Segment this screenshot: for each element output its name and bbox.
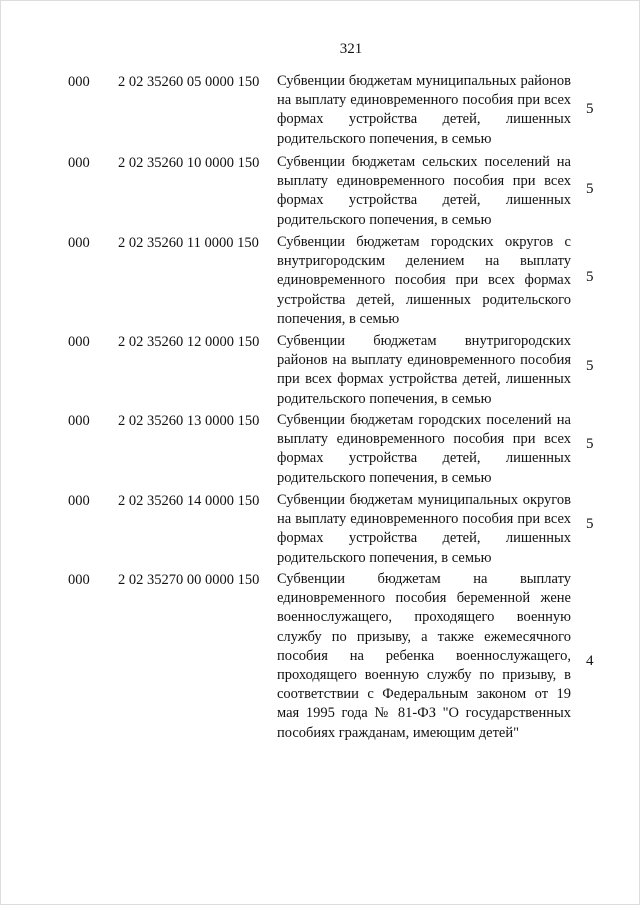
budget-code: 2 02 35260 14 0000 150: [118, 493, 260, 509]
income-name: Субвенции бюджетам городских округов с внутригородским делением на выплату единовременного пособия при всех формах устройства детей, лишенных родительского попечения, в семью: [277, 234, 571, 327]
value-cell: 5: [586, 436, 594, 452]
income-name: Субвенции бюджетам муниципальных округов на выплату единовременного пособия при всех формах устройства детей, лишенных родительского попечения, в семью: [277, 492, 571, 566]
income-name: Субвенции бюджетам муниципальных районов на выплату единовременного пособия при всех формах устройства детей, лишенных родительского попечения, в семью: [277, 73, 571, 147]
value-cell: 4: [586, 653, 594, 669]
budget-code: 2 02 35260 13 0000 150: [118, 413, 260, 429]
income-name: Субвенции бюджетам на выплату единовременного пособия беременной жене военнослужащего, проходящего военную службу по призыву, а также ежемесячного пособия на ребенка военнослужащего, проходящего военную службу по призыву, в соответствии с Федеральным законом от 19 мая 1995 года № 81-ФЗ "О государственных пособиях гражданам, имеющим детей": [277, 571, 571, 741]
value-cell: 5: [586, 358, 594, 374]
admin-code: 000: [68, 493, 90, 509]
admin-code: 000: [68, 334, 90, 350]
admin-code: 000: [68, 235, 90, 251]
budget-code: 2 02 35270 00 0000 150: [118, 572, 260, 588]
value-cell: 5: [586, 516, 594, 532]
admin-code: 000: [68, 74, 90, 90]
budget-code: 2 02 35260 10 0000 150: [118, 155, 260, 171]
admin-code: 000: [68, 155, 90, 171]
income-name: Субвенции бюджетам сельских поселений на выплату единовременного пособия при всех формах устройства детей, лишенных родительского попечения, в семью: [277, 154, 571, 228]
budget-code: 2 02 35260 11 0000 150: [118, 235, 259, 251]
admin-code: 000: [68, 413, 90, 429]
page-number: 321: [339, 41, 363, 57]
value-cell: 5: [586, 101, 594, 117]
value-cell: 5: [586, 269, 594, 285]
admin-code: 000: [68, 572, 90, 588]
value-cell: 5: [586, 181, 594, 197]
budget-code: 2 02 35260 05 0000 150: [118, 74, 260, 90]
income-name: Субвенции бюджетам внутригородских районов на выплату единовременного пособия при всех формах устройства детей, лишенных родительского попечения, в семью: [277, 333, 571, 407]
budget-code: 2 02 35260 12 0000 150: [118, 334, 260, 350]
income-name: Субвенции бюджетам городских поселений на выплату единовременного пособия при всех формах устройства детей, лишенных родительского попечения, в семью: [277, 412, 571, 486]
